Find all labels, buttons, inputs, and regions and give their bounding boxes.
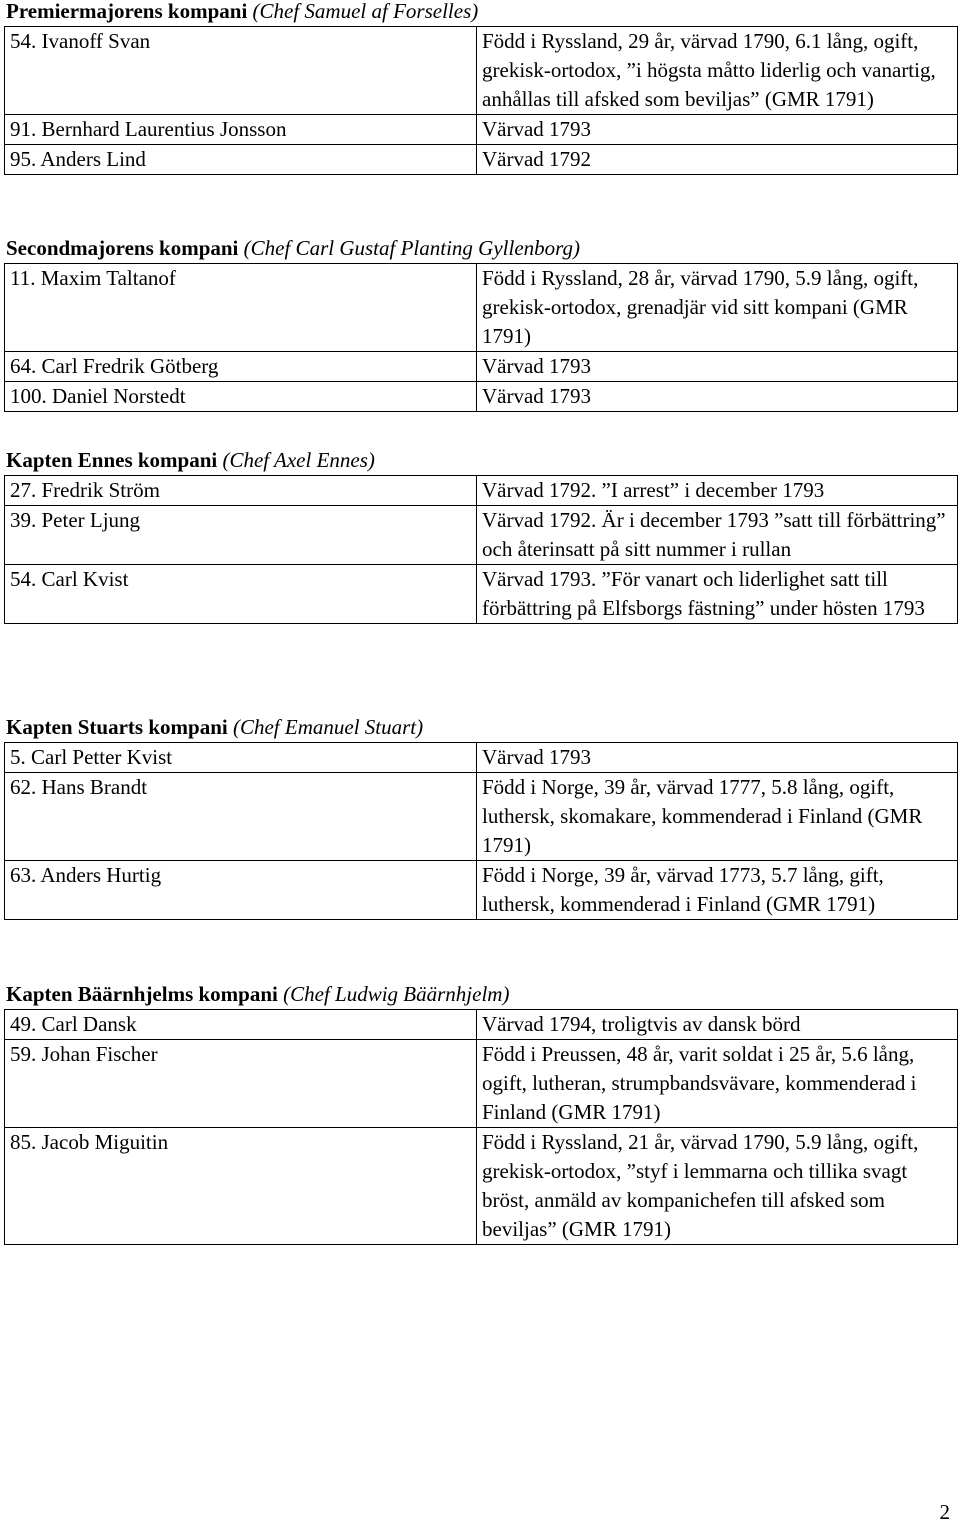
- table-row: [5, 115, 958, 145]
- roster-table: [4, 263, 958, 412]
- table-row: [5, 145, 958, 175]
- section-heading: [4, 713, 958, 742]
- table-row: [5, 773, 958, 861]
- soldier-name: 85. Jacob Miguitin: [5, 1128, 477, 1245]
- soldier-name: 27. Fredrik Ström: [5, 476, 477, 506]
- section-title: Kapten Ennes kompani: [6, 448, 218, 472]
- soldier-name: 39. Peter Ljung: [5, 506, 477, 565]
- section-chef: (Chef Ludwig Bäärnhjelm): [283, 982, 510, 1006]
- soldier-name: 95. Anders Lind: [5, 145, 477, 175]
- soldier-note: Född i Ryssland, 28 år, värvad 1790, 5.9 lång, ogift, grekisk-ortodox, grenadjär vid sitt kompani (GMR 1791): [477, 264, 958, 352]
- section-kapten-ennes: [4, 446, 958, 624]
- soldier-note: Värvad 1794, troligtvis av dansk börd: [477, 1010, 958, 1040]
- table-row: [5, 27, 958, 115]
- table-row: [5, 264, 958, 352]
- soldier-note: Född i Ryssland, 21 år, värvad 1790, 5.9 lång, ogift, grekisk-ortodox, ”styf i lemmarna och tillika svagt bröst, anmäld av kompanichefen till afsked som beviljas” (GMR 1791): [477, 1128, 958, 1245]
- section-kapten-baarnhjelms: [4, 980, 958, 1245]
- section-secondmajorens: [4, 234, 958, 412]
- table-row: [5, 352, 958, 382]
- section-title: Premiermajorens kompani: [6, 0, 248, 23]
- soldier-name: 54. Ivanoff Svan: [5, 27, 477, 115]
- soldier-note: Född i Norge, 39 år, värvad 1777, 5.8 lång, ogift, luthersk, skomakare, kommenderad i Finland (GMR 1791): [477, 773, 958, 861]
- table-row: [5, 1010, 958, 1040]
- soldier-note: Värvad 1793: [477, 382, 958, 412]
- table-row: [5, 861, 958, 920]
- soldier-name: 49. Carl Dansk: [5, 1010, 477, 1040]
- roster-table: [4, 1009, 958, 1245]
- page-number: 2: [939, 1500, 950, 1524]
- section-title: Secondmajorens kompani: [6, 236, 239, 260]
- soldier-name: 5. Carl Petter Kvist: [5, 743, 477, 773]
- soldier-name: 62. Hans Brandt: [5, 773, 477, 861]
- soldier-name: 54. Carl Kvist: [5, 565, 477, 624]
- soldier-name: 63. Anders Hurtig: [5, 861, 477, 920]
- soldier-note: Värvad 1792. Är i december 1793 ”satt till förbättring” och återinsatt på sitt nummer i rullan: [477, 506, 958, 565]
- soldier-name: 100. Daniel Norstedt: [5, 382, 477, 412]
- soldier-name: 11. Maxim Taltanof: [5, 264, 477, 352]
- section-kapten-stuarts: [4, 713, 958, 920]
- soldier-note: Född i Norge, 39 år, värvad 1773, 5.7 lång, gift, luthersk, kommenderad i Finland (GMR 1791): [477, 861, 958, 920]
- soldier-note: Värvad 1793: [477, 743, 958, 773]
- roster-table: [4, 26, 958, 175]
- section-chef: (Chef Samuel af Forselles): [252, 0, 479, 23]
- soldier-note: Född i Ryssland, 29 år, värvad 1790, 6.1 lång, ogift, grekisk-ortodox, ”i högsta måtto liderlig och vanartig, anhållas till afsked som beviljas” (GMR 1791): [477, 27, 958, 115]
- section-chef: (Chef Emanuel Stuart): [232, 715, 424, 739]
- table-row: [5, 1040, 958, 1128]
- soldier-note: Värvad 1793. ”För vanart och liderlighet satt till förbättring på Elfsborgs fästning” under hösten 1793: [477, 565, 958, 624]
- section-heading: [4, 234, 958, 263]
- soldier-name: 64. Carl Fredrik Götberg: [5, 352, 477, 382]
- table-row: [5, 476, 958, 506]
- roster-table: [4, 742, 958, 920]
- section-title: Kapten Stuarts kompani: [6, 715, 228, 739]
- table-row: [5, 506, 958, 565]
- section-title: Kapten Bäärnhjelms kompani: [6, 982, 278, 1006]
- section-heading: [4, 446, 958, 475]
- section-premiermajorens: [4, 0, 958, 175]
- table-row: [5, 743, 958, 773]
- section-chef: (Chef Carl Gustaf Planting Gyllenborg): [243, 236, 581, 260]
- soldier-note: Född i Preussen, 48 år, varit soldat i 25 år, 5.6 lång, ogift, lutheran, strumpbandsvävare, kommenderad i Finland (GMR 1791): [477, 1040, 958, 1128]
- section-chef: (Chef Axel Ennes): [222, 448, 375, 472]
- table-row: [5, 1128, 958, 1245]
- soldier-note: Värvad 1792. ”I arrest” i december 1793: [477, 476, 958, 506]
- soldier-note: Värvad 1793: [477, 115, 958, 145]
- table-row: [5, 382, 958, 412]
- roster-table: [4, 475, 958, 624]
- soldier-name: 91. Bernhard Laurentius Jonsson: [5, 115, 477, 145]
- table-row: [5, 565, 958, 624]
- soldier-name: 59. Johan Fischer: [5, 1040, 477, 1128]
- soldier-note: Värvad 1793: [477, 352, 958, 382]
- section-heading: [4, 0, 958, 26]
- section-heading: [4, 980, 958, 1009]
- soldier-note: Värvad 1792: [477, 145, 958, 175]
